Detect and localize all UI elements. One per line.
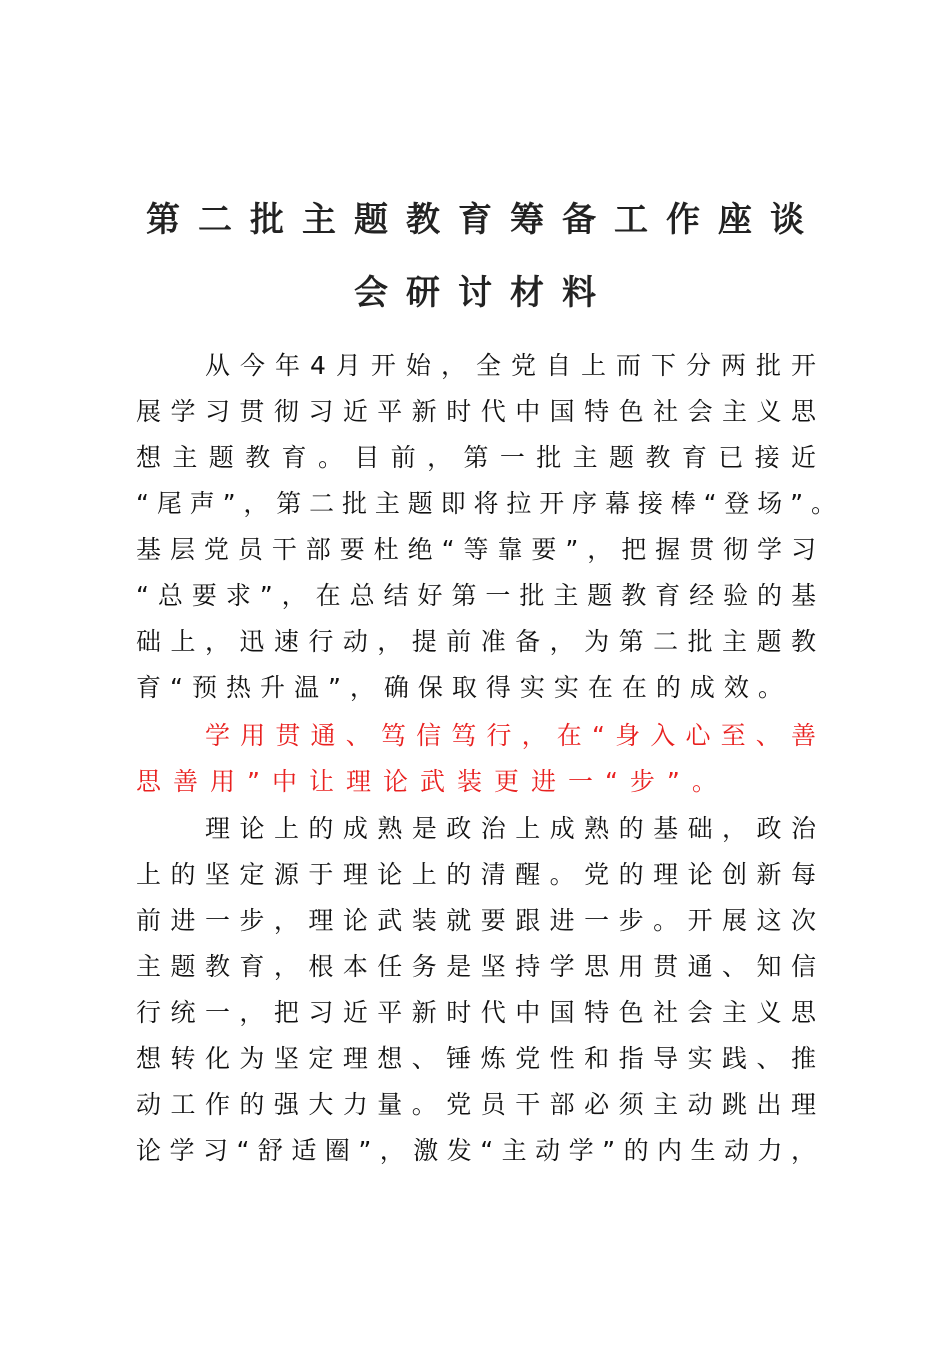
document-title-line-1: 第二批主题教育筹备工作座谈 [146, 200, 822, 240]
paragraph-2-line-6: 想转化为坚定理想、锤炼党性和指导实践、推 [136, 1044, 816, 1073]
section-heading-line-2: 思善用”中让理论武装更进一“步”。 [136, 767, 729, 796]
paragraph-1-line-7: 础上，迅速行动，提前准备，为第二批主题教 [136, 627, 816, 656]
paragraph-1-line-6: “总要求”，在总结好第一批主题教育经验的基 [136, 581, 816, 610]
section-heading-line-1: 学用贯通、笃信笃行，在“身入心至、善 [205, 721, 816, 750]
paragraph-1-line-4: “尾声”，第二批主题即将拉开序幕接棒“登场”。 [136, 489, 836, 518]
paragraph-2-line-7: 动工作的强大力量。党员干部必须主动跳出理 [136, 1090, 816, 1119]
document-title-line-2: 会研讨材料 [354, 273, 614, 313]
paragraph-1-line-5: 基层党员干部要杜绝“等靠要”，把握贯彻学习 [136, 535, 816, 564]
paragraph-2-line-2: 上的坚定源于理论上的清醒。党的理论创新每 [136, 860, 816, 889]
paragraph-1-line-3: 想主题教育。目前，第一批主题教育已接近 [136, 443, 816, 472]
paragraph-2-line-3: 前进一步，理论武装就要跟进一步。开展这次 [136, 906, 816, 935]
paragraph-2-line-4: 主题教育，根本任务是坚持学思用贯通、知信 [136, 952, 816, 981]
paragraph-1-line-1: 从今年4月开始，全党自上而下分两批开 [205, 351, 816, 380]
paragraph-2-line-5: 行统一，把习近平新时代中国特色社会主义思 [136, 998, 816, 1027]
paragraph-1-line-8: 育“预热升温”，确保取得实实在在的成效。 [136, 673, 792, 702]
paragraph-2-line-8: 论学习“舒适圈”，激发“主动学”的内生动力， [136, 1136, 816, 1165]
paragraph-1-line-2: 展学习贯彻习近平新时代中国特色社会主义思 [136, 397, 816, 426]
paragraph-2-line-1: 理论上的成熟是政治上成熟的基础，政治 [205, 814, 816, 843]
